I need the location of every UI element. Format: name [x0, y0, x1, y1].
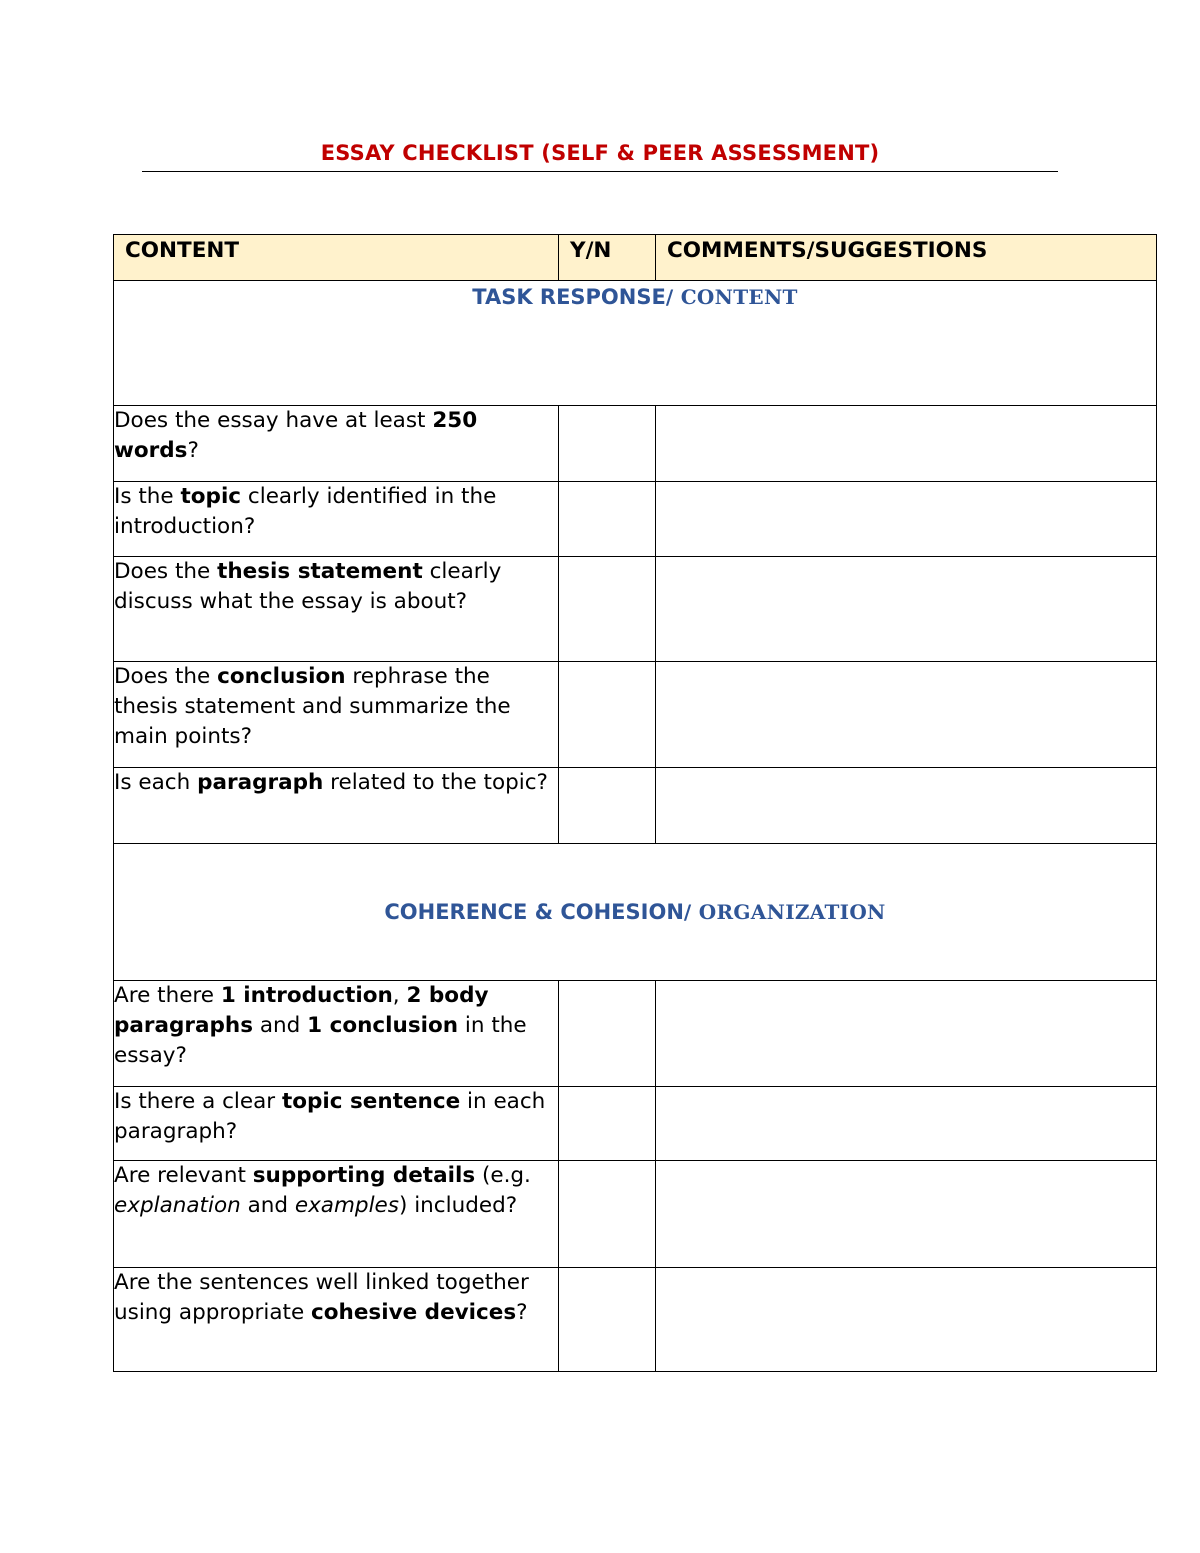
question-fragment: Does the [114, 664, 218, 689]
comment-cell[interactable] [656, 406, 1157, 482]
question-emphasis: topic [180, 484, 242, 509]
question-emphasis: 2 body paragraphs [114, 983, 489, 1038]
question-fragment: clearly discuss what the essay is about? [114, 559, 502, 614]
yn-answer-cell[interactable] [559, 662, 656, 768]
comment-cell[interactable] [656, 482, 1157, 557]
yn-answer-cell[interactable] [559, 1161, 656, 1268]
question-text [114, 662, 558, 752]
question-cell [114, 662, 559, 768]
question-text [114, 1161, 558, 1221]
question-emphasis: conclusion [217, 664, 346, 689]
question-cell [114, 406, 559, 482]
comment-cell[interactable] [656, 1087, 1157, 1161]
table-row [114, 662, 1157, 768]
question-cell [114, 1268, 559, 1372]
question-fragment: rephrase the thesis statement and summarize the main points? [114, 664, 511, 749]
question-text [114, 557, 558, 617]
comment-cell[interactable] [656, 1268, 1157, 1372]
question-italic: explanation [114, 1193, 241, 1218]
question-emphasis: 250 words [114, 408, 478, 463]
table-row [114, 1087, 1157, 1161]
question-emphasis: 1 introduction [220, 983, 393, 1008]
section-heading-cell [114, 281, 1157, 406]
section-heading-label: TASK RESPONSE [472, 285, 666, 309]
comment-cell[interactable] [656, 768, 1157, 844]
question-fragment: and [253, 1013, 308, 1038]
checklist-table [113, 234, 1157, 1372]
table-row [114, 557, 1157, 662]
question-cell [114, 1087, 559, 1161]
question-emphasis: supporting details [252, 1163, 476, 1188]
question-cell [114, 981, 559, 1087]
table-row [114, 1161, 1157, 1268]
section-heading-row [114, 844, 1157, 981]
header-comments: COMMENTS/SUGGESTIONS [656, 235, 1157, 281]
question-fragment: Is each [114, 770, 198, 795]
header-yn: Y/N [559, 235, 656, 281]
question-fragment: Is the [114, 484, 181, 509]
question-fragment: , [392, 983, 407, 1008]
question-emphasis: topic sentence [281, 1089, 461, 1114]
question-fragment: and [240, 1193, 295, 1218]
yn-answer-cell[interactable] [559, 406, 656, 482]
question-emphasis: 1 conclusion [307, 1013, 459, 1038]
comment-cell[interactable] [656, 557, 1157, 662]
question-fragment: in the essay? [114, 1013, 527, 1068]
section-heading-cell [114, 844, 1157, 981]
yn-answer-cell[interactable] [559, 557, 656, 662]
question-fragment: Does the essay have at least [114, 408, 433, 433]
yn-answer-cell[interactable] [559, 1268, 656, 1372]
yn-answer-cell[interactable] [559, 768, 656, 844]
title-underline [142, 171, 1058, 172]
question-text [114, 768, 558, 798]
comment-cell[interactable] [656, 662, 1157, 768]
section-heading-sub: / CONTENT [665, 285, 798, 309]
comment-cell[interactable] [656, 981, 1157, 1087]
question-emphasis: paragraph [197, 770, 324, 795]
question-fragment: ? [516, 1300, 528, 1325]
question-emphasis: cohesive devices [311, 1300, 517, 1325]
question-italic: examples [294, 1193, 399, 1218]
question-fragment: Are relevant [114, 1163, 253, 1188]
question-fragment: ) included? [398, 1193, 518, 1218]
header-content: CONTENT [114, 235, 559, 281]
question-cell [114, 482, 559, 557]
table-header-row [114, 235, 1157, 281]
question-fragment: Is there a clear [114, 1089, 282, 1114]
comment-cell[interactable] [656, 1161, 1157, 1268]
page-title: ESSAY CHECKLIST (SELF & PEER ASSESSMENT) [320, 141, 880, 165]
table-row [114, 981, 1157, 1087]
question-emphasis: thesis statement [217, 559, 423, 584]
table-row [114, 768, 1157, 844]
question-fragment: ? [187, 438, 199, 463]
question-fragment: related to the topic? [323, 770, 548, 795]
table-row [114, 406, 1157, 482]
table-row [114, 482, 1157, 557]
question-text [114, 482, 558, 542]
question-text [114, 406, 558, 466]
yn-answer-cell[interactable] [559, 482, 656, 557]
question-text [114, 1087, 558, 1147]
question-fragment: clearly identified in the introduction? [114, 484, 497, 539]
question-cell [114, 557, 559, 662]
yn-answer-cell[interactable] [559, 981, 656, 1087]
yn-answer-cell[interactable] [559, 1087, 656, 1161]
question-cell [114, 768, 559, 844]
question-fragment: in each paragraph? [114, 1089, 546, 1144]
question-text [114, 981, 558, 1071]
question-fragment: Does the [114, 559, 218, 584]
table-row [114, 1268, 1157, 1372]
question-fragment: (e.g. [475, 1163, 531, 1188]
section-heading-label: COHERENCE & COHESION [384, 899, 684, 924]
question-text [114, 1268, 558, 1328]
section-heading-row [114, 281, 1157, 406]
question-cell [114, 1161, 559, 1268]
section-heading-sub: / ORGANIZATION [683, 899, 886, 924]
question-fragment: Are the sentences well linked together using appropriate [114, 1270, 529, 1325]
question-fragment: Are there [114, 983, 221, 1008]
